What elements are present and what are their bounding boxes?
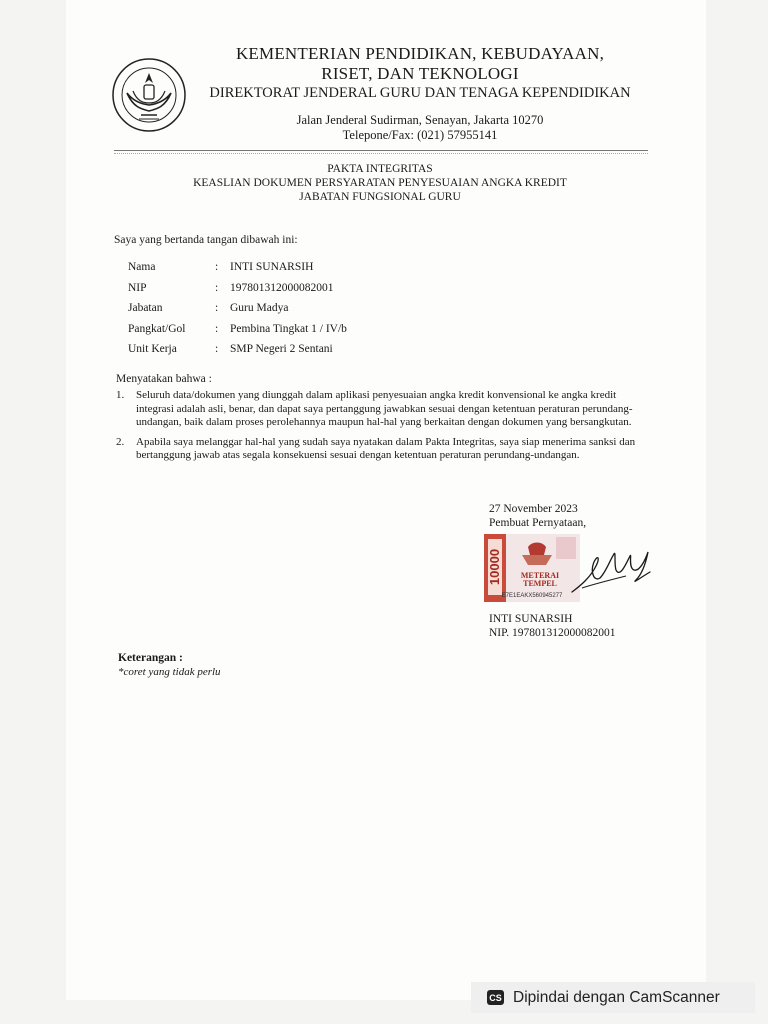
directorate-name: DIREKTORAT JENDERAL GURU DAN TENAGA KEPENDIDIKAN bbox=[209, 85, 631, 101]
title-line3: JABATAN FUNGSIONAL GURU bbox=[299, 191, 461, 203]
statement-text: Apabila saya melanggar hal-hal yang sudah saya nyatakan dalam Pakta Integritas, saya siap menerima sanksi dan bertanggung jawab atas segala konsekuensi sesuai dengan ketentuan peraturan perundang-undangan. bbox=[136, 435, 636, 461]
notes-text: *coret yang tidak perlu bbox=[118, 666, 221, 678]
meterai-stamp bbox=[482, 533, 582, 603]
notes-heading: Keterangan : bbox=[118, 652, 183, 664]
declaration-heading: Menyatakan bahwa : bbox=[116, 373, 212, 385]
letterhead-divider bbox=[114, 150, 648, 151]
camscanner-icon: CS bbox=[487, 990, 504, 1005]
identity-label: Jabatan bbox=[128, 302, 163, 314]
intro-text: Saya yang bertanda tangan dibawah ini: bbox=[114, 234, 298, 246]
title-line2: KEASLIAN DOKUMEN PERSYARATAN PENYESUAIAN ANGKA KREDIT bbox=[193, 177, 567, 189]
ministry-name-line2: RISET, DAN TEKNOLOGI bbox=[321, 64, 519, 83]
identity-colon: : bbox=[215, 343, 219, 355]
identity-label: Pangkat/Gol bbox=[128, 322, 186, 335]
identity-value: Pembina Tingkat 1 / IV/b bbox=[230, 322, 347, 335]
identity-label: Nama bbox=[128, 261, 156, 273]
identity-table bbox=[128, 261, 347, 364]
camscanner-watermark bbox=[471, 982, 755, 1013]
identity-colon: : bbox=[215, 261, 219, 273]
identity-row bbox=[128, 261, 347, 282]
signature-role: Pembuat Pernyataan, bbox=[489, 517, 587, 529]
identity-colon: : bbox=[215, 281, 219, 294]
identity-value: Guru Madya bbox=[230, 302, 289, 314]
letterhead bbox=[205, 44, 635, 143]
title-line1: PAKTA INTEGRITAS bbox=[327, 163, 433, 175]
statement-number: 1. bbox=[116, 389, 125, 401]
statement-list bbox=[116, 389, 636, 469]
statement-number: 2. bbox=[116, 435, 125, 448]
statement-item bbox=[116, 436, 636, 463]
identity-label: Unit Kerja bbox=[128, 343, 177, 355]
address: Jalan Jenderal Sudirman, Senayan, Jakarta 10270 bbox=[296, 113, 544, 127]
handwritten-signature bbox=[570, 540, 660, 600]
signature-date: 27 November 2023 bbox=[489, 503, 578, 515]
stamp-label-2: TEMPEL bbox=[523, 579, 557, 588]
identity-value: SMP Negeri 2 Sentani bbox=[230, 343, 333, 355]
letterhead-divider-secondary bbox=[114, 153, 648, 154]
tut-wuri-handayani-logo bbox=[111, 57, 187, 133]
camscanner-text: Dipindai dengan CamScanner bbox=[513, 988, 720, 1006]
phone-fax: Telepone/Fax: (021) 57955141 bbox=[342, 128, 498, 142]
identity-row bbox=[128, 302, 347, 323]
statement-text: Seluruh data/dokumen yang diunggah dalam aplikasi penyesuaian angka kredit konvensional ke angka kredit integrasi adalah asli, benar, dan dapat saya pertanggung jawabkan sesuai dengan ketentuan peraturan perundang-undangan, baik dalam proses perolehannya maupun hal-hal yang berkaitan dengan dokumen yang bersangkutan. bbox=[136, 389, 633, 428]
stamp-serial: E7E1EAKX560945277 bbox=[501, 593, 563, 599]
notes-block bbox=[118, 651, 221, 679]
signature-header bbox=[489, 502, 586, 530]
ministry-name-line1: KEMENTERIAN PENDIDIKAN, KEBUDAYAAN, bbox=[235, 44, 605, 63]
signer-name: INTI SUNARSIH bbox=[489, 613, 573, 625]
signer-nip: NIP. 197801312000082001 bbox=[489, 627, 616, 639]
identity-row bbox=[128, 343, 347, 364]
statement-item bbox=[116, 389, 636, 430]
identity-colon: : bbox=[215, 322, 219, 335]
identity-value: 197801312000082001 bbox=[230, 281, 334, 294]
identity-row bbox=[128, 282, 347, 303]
identity-label: NIP bbox=[128, 281, 147, 294]
identity-row bbox=[128, 323, 347, 344]
document-title bbox=[150, 162, 610, 204]
signer-block bbox=[489, 612, 616, 640]
identity-colon: : bbox=[215, 302, 219, 314]
stamp-value: 10000 bbox=[487, 548, 502, 586]
stamp-label-1: METERAI bbox=[520, 571, 560, 580]
identity-value: INTI SUNARSIH bbox=[230, 261, 314, 273]
